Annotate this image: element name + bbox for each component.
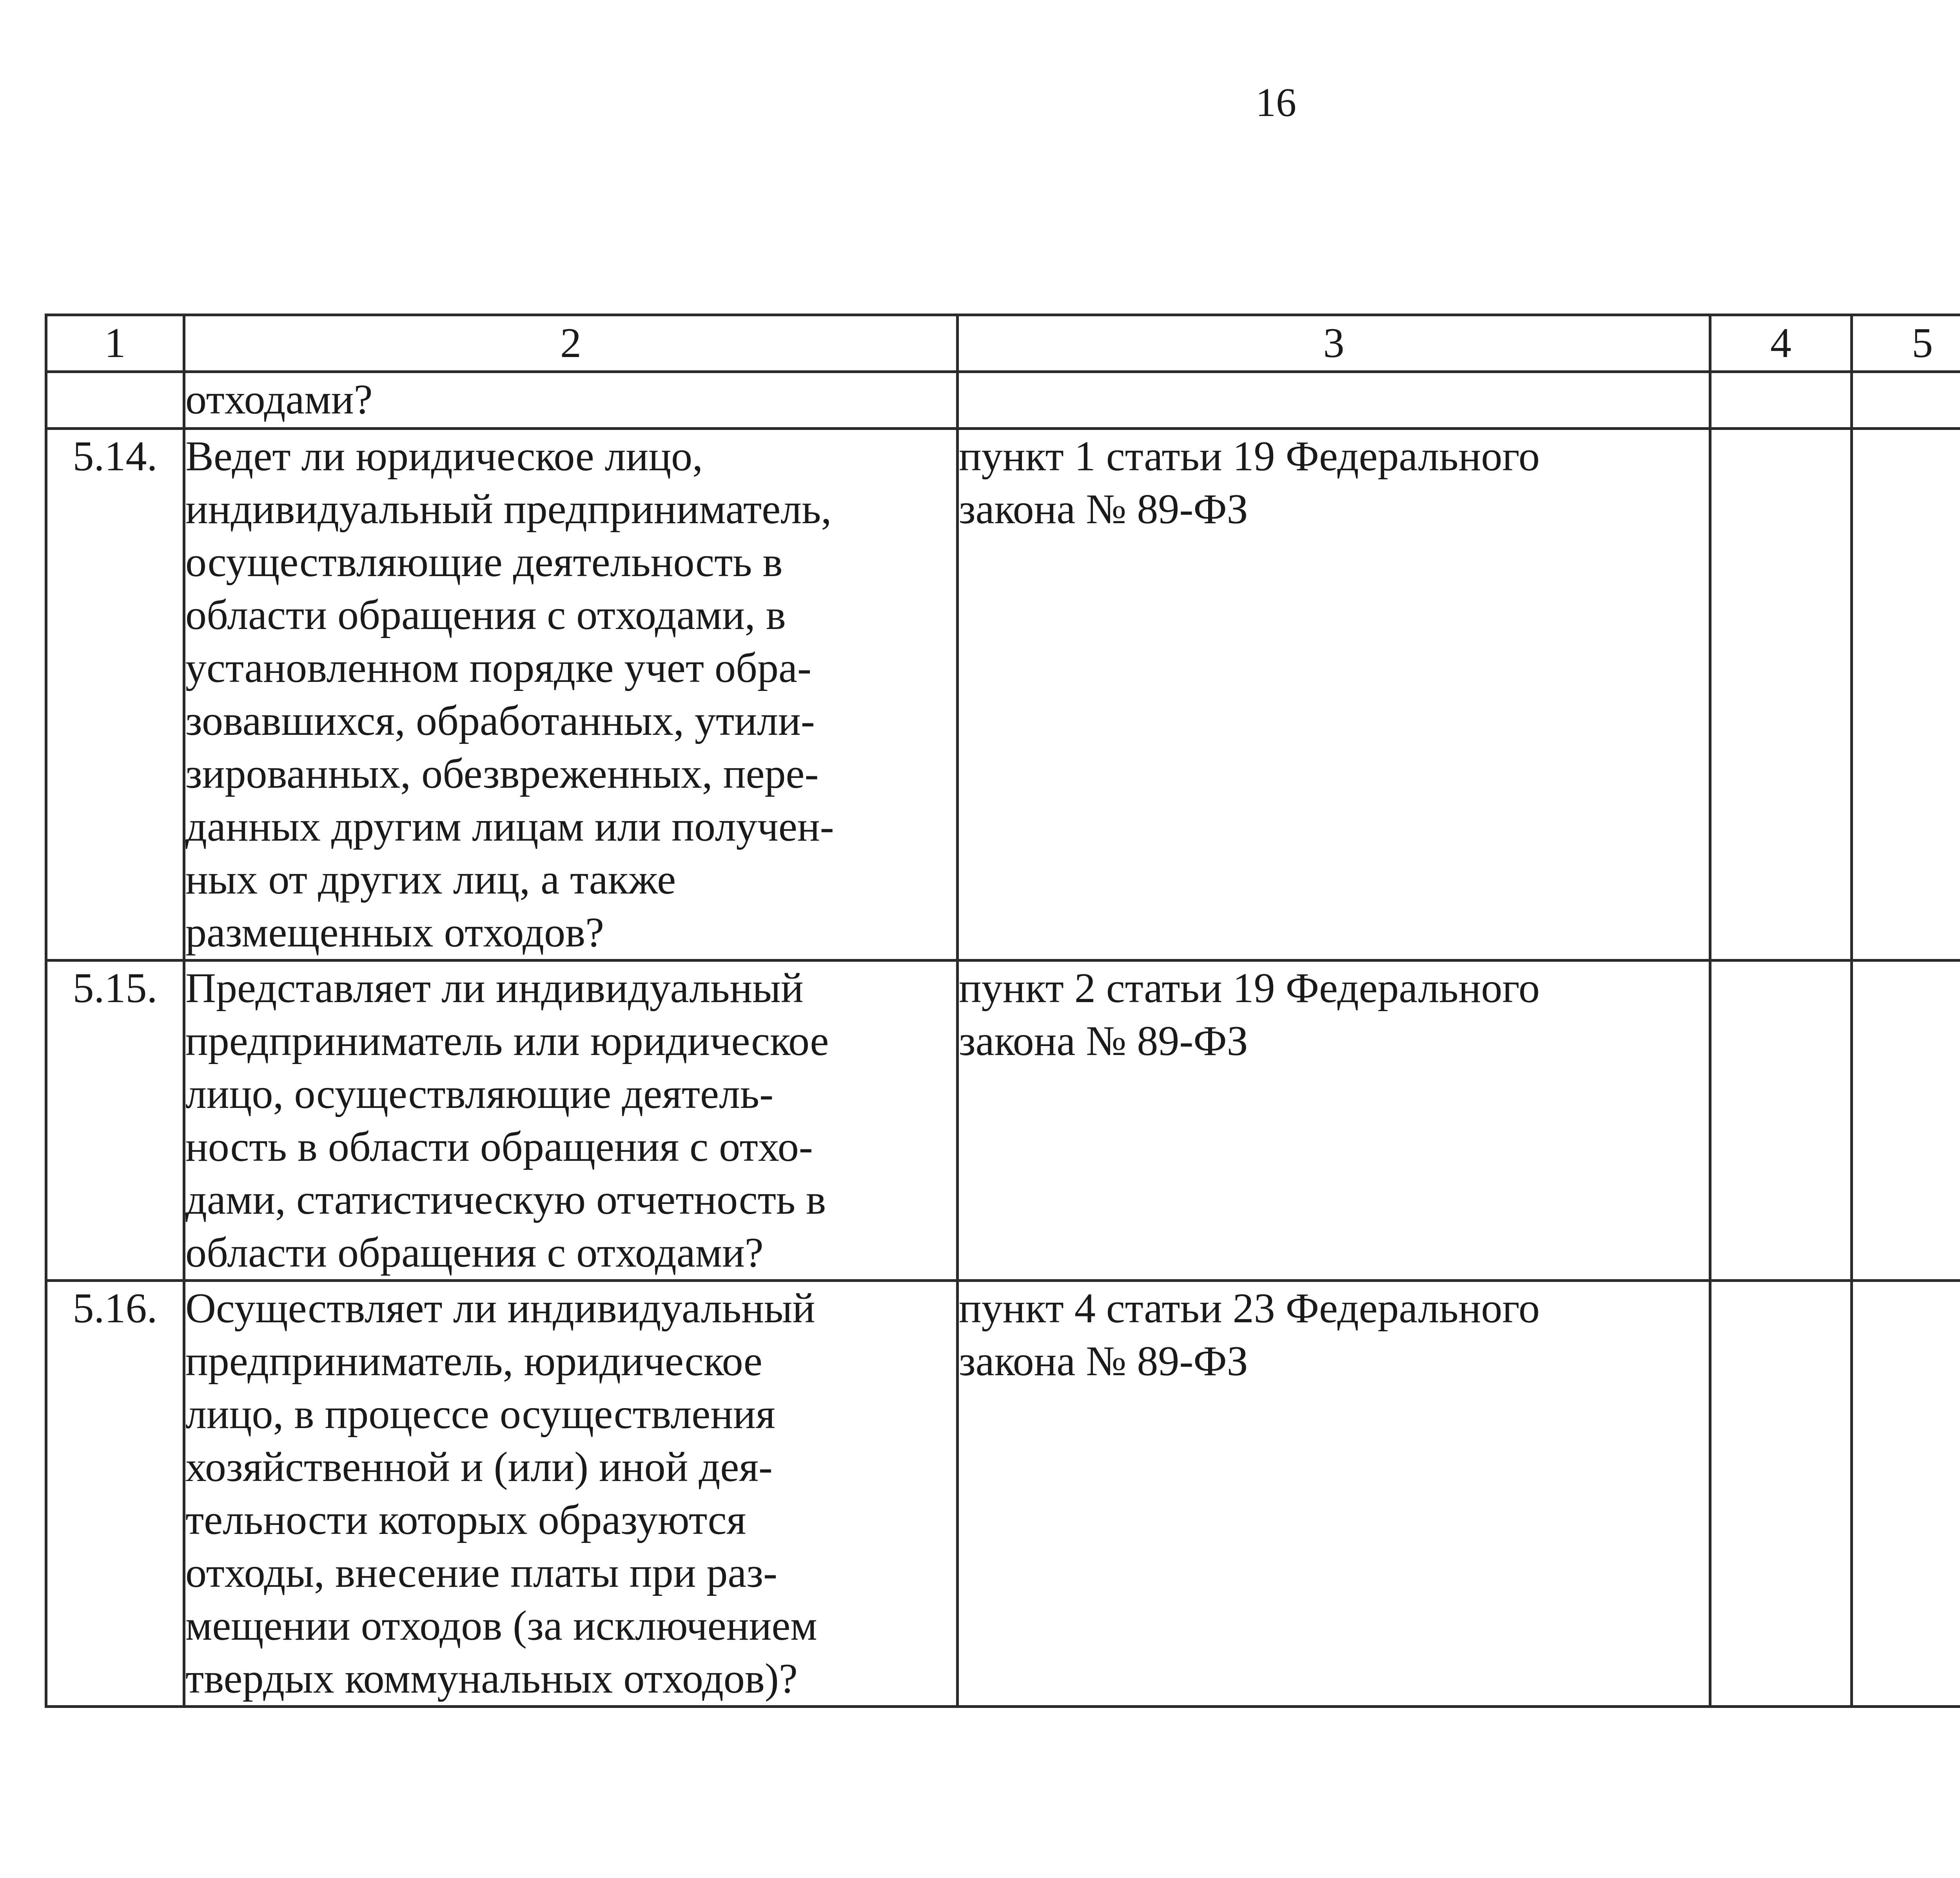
question-line: ных от других лиц, а также (185, 856, 676, 903)
question-line: твердых коммунальных отходов)? (185, 1655, 798, 1702)
question-line: зированных, обезвреженных, пере- (185, 750, 819, 797)
legal-line: пункт 1 статьи 19 Федерального (959, 433, 1540, 480)
question-line: предприниматель или юридическое (185, 1018, 829, 1064)
question-line: хозяйственной и (или) иной дея- (185, 1444, 773, 1490)
col4-cell (1710, 1281, 1852, 1707)
continuation-legal-cell (958, 372, 1710, 429)
table-row (46, 429, 1960, 961)
question-line: установленном порядке учет обра- (185, 645, 811, 691)
legal-basis-cell (958, 1281, 1710, 1707)
col4-cell (1710, 429, 1852, 961)
question-line: данных другим лицам или получен- (185, 803, 834, 850)
col5-cell (1852, 961, 1960, 1281)
question-cell (184, 429, 958, 961)
table-row (46, 1281, 1960, 1707)
question-line: отходами? (185, 376, 373, 423)
legal-line: пункт 4 статьи 23 Федерального (959, 1285, 1540, 1332)
header-cell-2: 2 (184, 315, 958, 372)
continuation-question-cell (184, 372, 958, 429)
question-line: лицо, осуществляющие деятель- (185, 1071, 774, 1117)
continuation-col4-cell (1710, 372, 1852, 429)
legal-line: закона № 89-ФЗ (959, 1338, 1248, 1385)
header-cell-5: 5 (1852, 315, 1960, 372)
row-number: 5.15. (46, 961, 184, 1281)
question-cell (184, 1281, 958, 1707)
question-line: размещенных отходов? (185, 909, 604, 956)
question-line: тельности которых образуются (185, 1497, 746, 1543)
row-number: 5.16. (46, 1281, 184, 1707)
question-line: лицо, в процессе осуществления (185, 1391, 775, 1438)
table-row (46, 961, 1960, 1281)
header-cell-3: 3 (958, 315, 1710, 372)
question-line: Осуществляет ли индивидуальный (185, 1285, 815, 1332)
question-line: отходы, внесение платы при раз- (185, 1550, 777, 1596)
page-number: 16 (1256, 80, 1296, 125)
legal-line: пункт 2 статьи 19 Федерального (959, 965, 1540, 1012)
col4-cell (1710, 961, 1852, 1281)
question-line: области обращения с отходами? (185, 1229, 764, 1276)
header-cell-1: 1 (46, 315, 184, 372)
question-line: осуществляющие деятельность в (185, 539, 783, 586)
question-line: мещении отходов (за исключением (185, 1602, 817, 1649)
question-line: предприниматель, юридическое (185, 1338, 762, 1385)
question-line: дами, статистическую отчетность в (185, 1176, 826, 1223)
question-line: ность в области обращения с отхо- (185, 1124, 813, 1170)
continuation-col5-cell (1852, 372, 1960, 429)
table-row-continuation (46, 372, 1960, 429)
question-line: Представляет ли индивидуальный (185, 965, 804, 1012)
col5-cell (1852, 1281, 1960, 1707)
question-cell (184, 961, 958, 1281)
question-line: индивидуальный предприниматель, (185, 486, 832, 533)
table-header-row (46, 315, 1960, 372)
question-line: области обращения с отходами, в (185, 592, 786, 638)
continuation-number-cell (46, 372, 184, 429)
row-number: 5.14. (46, 429, 184, 961)
checklist-table (45, 314, 1960, 1708)
legal-line: закона № 89-ФЗ (959, 1018, 1248, 1064)
legal-basis-cell (958, 961, 1710, 1281)
col5-cell (1852, 429, 1960, 961)
legal-basis-cell (958, 429, 1710, 961)
legal-line: закона № 89-ФЗ (959, 486, 1248, 533)
question-line: зовавшихся, обработанных, утили- (185, 698, 815, 744)
question-line: Ведет ли юридическое лицо, (185, 433, 703, 480)
header-cell-4: 4 (1710, 315, 1852, 372)
